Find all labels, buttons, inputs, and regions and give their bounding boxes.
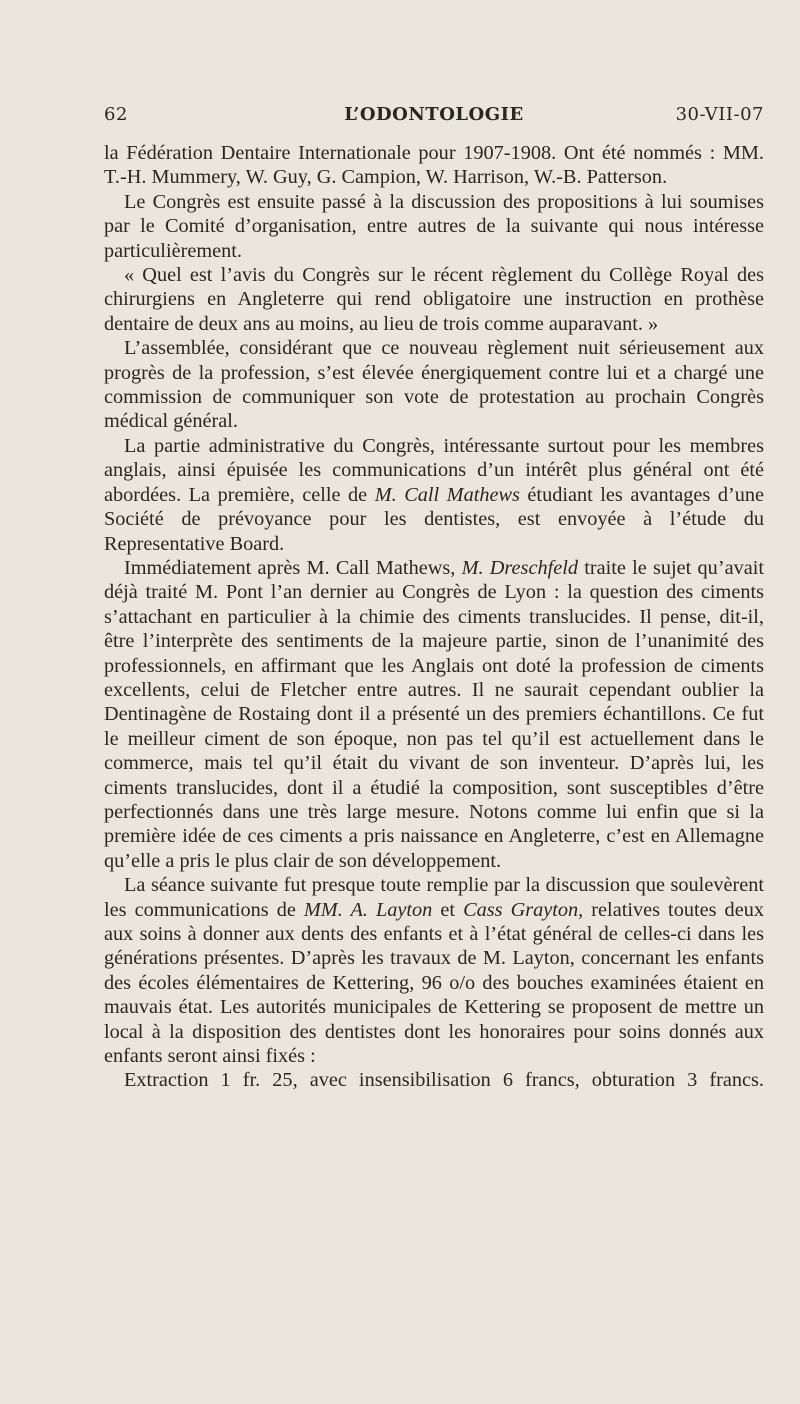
paragraph [104, 263, 764, 336]
italic-name: Cass Grayton, [463, 898, 584, 921]
text-run: L’assemblée, considérant que ce nouveau règlement nuit sérieusement aux progrès de la profession, s’est élevée énergiquement contre lui et a chargé une commission de communiquer son vote de protestation au prochain Congrès médical général. [104, 337, 764, 433]
journal-title: L’ODONTOLOGIE [344, 104, 524, 125]
text-run: traite le sujet qu’avait déjà traité M. Pont l’an dernier au Congrès de Lyon : la question des ciments s’attachant en particulier à la chimie des ciments translucides. Il pense, dit-il, être l’interprète des sentiments de la majeure partie, sinon de l’unanimité des professionnels, en affirmant que les Anglais ont doté la profession de ciments excellents, celui de Fletcher entre autres. Il ne saurait cependant oublier la Dentinagène de Rostaing dont il a présenté un des premiers échantillons. Ce fut le meilleur ciment de son époque, non pas tel qu’il est actuellement dans le commerce, mais tel qu’il était du vivant de son inventeur. D’après lui, les ciments translucides, dont il a étudié la composition, sont susceptibles d’être perfectionnés dans une très large mesure. Notons comme lui enfin que si la première idée de ces ciments a pris naissance en Angleterre, c’est en Allemagne qu’elle a pris le plus clair de son développement. [104, 556, 764, 872]
issue-date: 30-VII-07 [675, 104, 764, 125]
paragraph [104, 873, 764, 1068]
paragraph [104, 336, 764, 434]
paragraph [104, 556, 764, 873]
article-body [104, 141, 764, 1093]
italic-name: MM. A. Layton [303, 898, 433, 921]
text-run: étudiant les avantages d’une Société de prévoyance pour les dentistes, est envoyée à l’étude du Representative Board. [104, 483, 764, 555]
text-run: Le Congrès est ensuite passé à la discussion des propositions à lui soumises par le Comité d’organisation, entre autres de la suivante qui nous intéresse particulièrement. [104, 190, 764, 262]
text-run: La partie administrative du Congrès, intéressante surtout pour les membres anglais, ainsi épuisée les communications d’un intérêt plus général ont été abordées. La première, celle de [104, 434, 764, 506]
text-run: relatives toutes deux aux soins à donner aux dents des enfants et à l’état général de celles-ci dans les générations présentes. D’après les travaux de M. Layton, concernant les enfants des écoles élémentaires de Kettering, 96 o/o des bouches examinées étaient en mauvais état. Les autorités municipales de Kettering se proposent de mettre un local à la disposition des dentistes dont les honoraires pour soins donnés aux enfants seront ainsi fixés : [104, 898, 764, 1068]
page-number: 62 [104, 104, 128, 125]
running-header [104, 104, 764, 132]
paragraph [104, 434, 764, 556]
paragraph [104, 141, 764, 190]
italic-name: M. Call Mathews [374, 483, 520, 506]
text-run: la Fédération Dentaire Internationale pour 1907-1908. Ont été nommés : MM. T.-H. Mummery, W. Guy, G. Campion, W. Harrison, W.-B. Patterson. [104, 142, 764, 189]
text-run: Immédiatement après M. Call Mathews, [124, 556, 462, 579]
text-run: et [432, 898, 464, 921]
text-run: Extraction 1 fr. 25, avec insensibilisation 6 francs, obturation 3 francs. [124, 1069, 764, 1092]
italic-name: M. Dreschfeld [461, 556, 578, 579]
paragraph [104, 1068, 764, 1092]
text-run: « Quel est l’avis du Congrès sur le récent règlement du Collège Royal des chirurgiens en Angleterre qui rend obligatoire une instruction en prothèse dentaire de deux ans au moins, au lieu de trois comme auparavant. » [104, 264, 764, 335]
paragraph [104, 190, 764, 263]
text-run: La séance suivante fut presque toute remplie par la discussion que soulevèrent les communications de [104, 874, 764, 921]
